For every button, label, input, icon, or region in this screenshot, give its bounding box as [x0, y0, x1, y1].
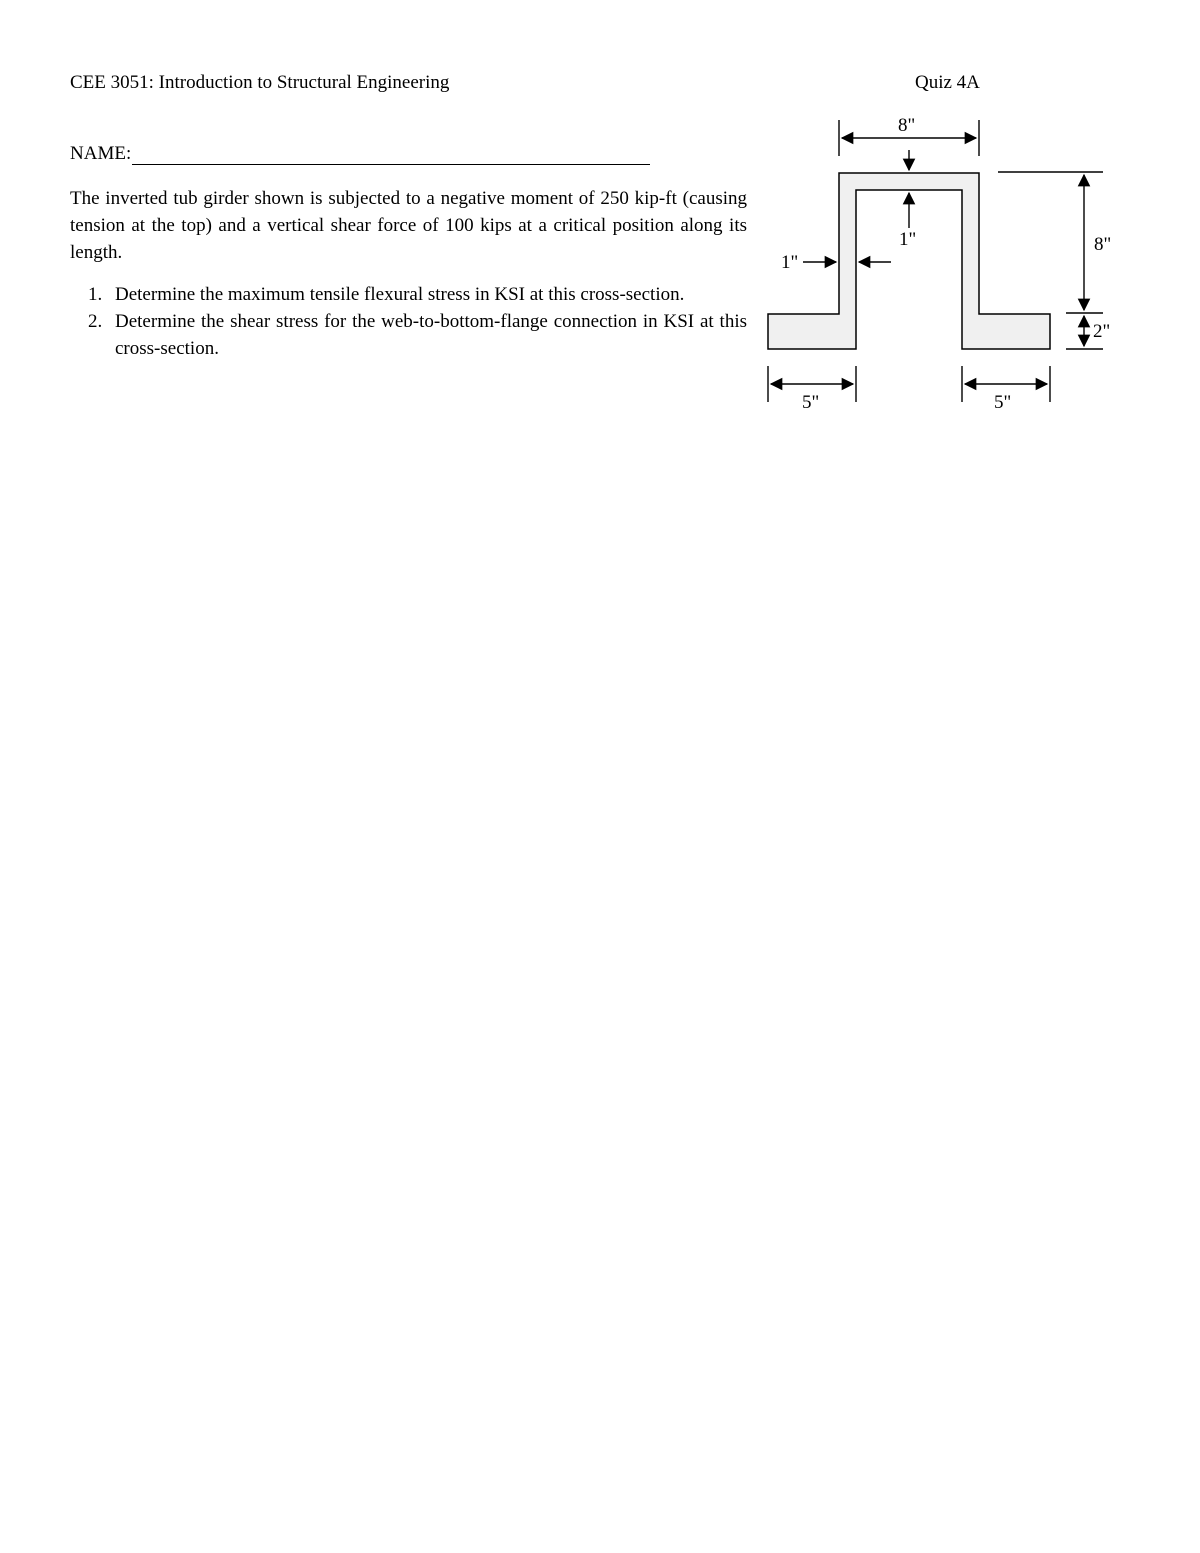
name-blank-line[interactable] — [132, 146, 650, 165]
problem-statement: The inverted tub girder shown is subjected to a negative moment of 250 kip-ft (causing tension at the top) and a vertical shear force of 100 kips at a critical position along its length. — [70, 188, 747, 263]
question-2-text: Determine the shear stress for the web-to-bottom-flange connection in KSI at this cross-section. — [115, 311, 747, 359]
question-1 — [70, 281, 747, 308]
web-height-label: 8" — [1094, 234, 1112, 255]
web-thickness-label: 1" — [781, 252, 799, 273]
question-1-number: 1. — [88, 284, 103, 305]
question-2-number: 2. — [88, 311, 103, 332]
course-title: CEE 3051: Introduction to Structural Engineering — [70, 72, 450, 93]
question-1-text: Determine the maximum tensile flexural stress in KSI at this cross-section. — [115, 284, 685, 305]
top-thickness-label: 1" — [899, 229, 917, 250]
name-label: NAME: — [70, 143, 132, 164]
tub-girder-cross-section-figure — [740, 100, 1130, 410]
flange-thickness-label: 2" — [1093, 321, 1111, 342]
top-width-label: 8" — [898, 115, 916, 136]
right-flange-width-label: 5" — [994, 392, 1012, 410]
left-flange-width-label: 5" — [802, 392, 820, 410]
quiz-label: Quiz 4A — [915, 72, 980, 93]
name-row — [70, 143, 650, 165]
question-2 — [70, 308, 747, 362]
question-list — [70, 281, 747, 362]
